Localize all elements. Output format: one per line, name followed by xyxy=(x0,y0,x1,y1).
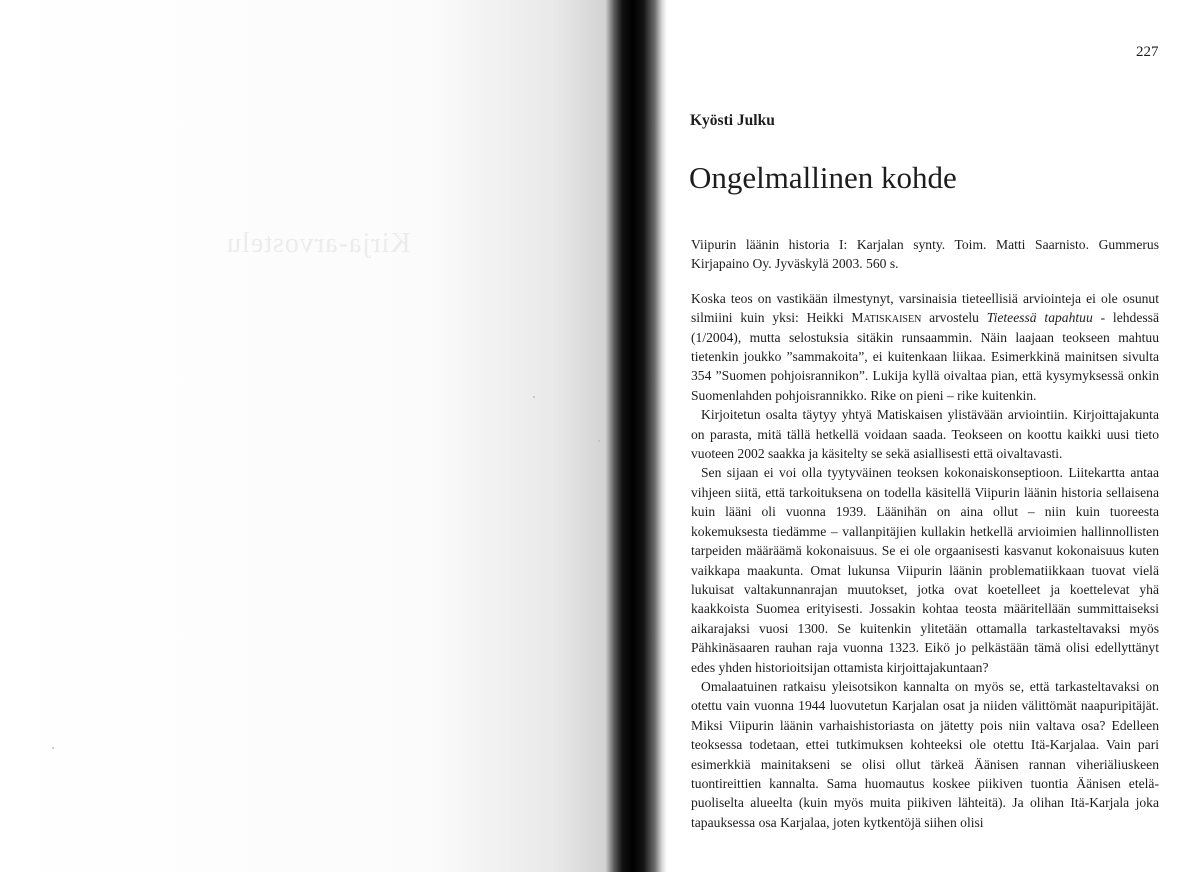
paragraph-1-text-c: - lehdessä (1/2004), mutta selostuksia sitäkin runsaammin. Näin laajaan teokseen mahtuu tietenkin joukko ”sammakoita”, ei kuitenkaan liikaa. Esimerkkinä mainitsen sivulta 354 ”Suomen pohjoisrannikon”. Lukija kyllä oivaltaa pian, että kysymyksessä onkin Suomenlahden pohjoisrannikko. Rike on pieni – rike kuitenkin. xyxy=(691,310,1159,403)
page-number: 227 xyxy=(1136,44,1159,60)
paragraph-4: Omalaatuinen ratkaisu yleisotsikon kannalta on myös se, että tarkasteltavaksi on otettu vain vuonna 1944 luovutetun Karjalan osat ja niiden välittömät naapuripitäjät. Miksi Viipurin läänin varhaishistoriasta on jätetty pois niin valtava osa? Edelleen teoksessa todetaan, ettei tutkimuksen kohteeksi ole otettu Itä-Karjalaa. Vain pari esimerkkiä mainitakseni se olisi ollut tärkeä Äänisen rannan viheriäliuskeen tuontireittien kannalta. Sama huomautus koskee piikiven tuontia Äänisen etelä-puoliselta alueelta (kuin myös muita piikiven lähteitä). Ja olihan Itä-Karjala joka tapauksessa osa Karjalaa, joten kytkentöjä siihen olisi xyxy=(691,678,1159,830)
journal-name: Tieteessä tapahtuu xyxy=(986,310,1093,326)
paragraph-1 xyxy=(691,289,1159,405)
book-spine-shadow xyxy=(605,0,667,872)
article-body xyxy=(691,235,1159,832)
book-citation: Viipurin läänin historia I: Karjalan synty. Toim. Matti Saarnisto. Gummerus Kirjapaino Oy. Jyväskylä 2003. 560 s. xyxy=(691,237,1159,272)
article-author: Kyösti Julku xyxy=(690,112,775,129)
article-title: Ongelmallinen kohde xyxy=(689,160,957,195)
reviewer-name: Matiskaisen xyxy=(851,310,922,326)
paper-speck xyxy=(598,440,600,442)
paragraph-2: Kirjoitetun osalta täytyy yhtyä Matiskaisen ylistävään arviointiin. Kirjoittajakunta on parasta, mitä tällä hetkellä voidaan saada. Teokseen on koottu kaikki uusi tieto vuoteen 2002 saakka ja käsitelty se sekä asiallisesti että oivaltavasti. xyxy=(691,407,1159,462)
paragraph-1-text-b: arvostelu xyxy=(921,310,987,326)
show-through-text: Kirja-arvostelu xyxy=(226,228,411,259)
paragraph-3: Sen sijaan ei voi olla tyytyväinen teoksen kokonaiskonseptioon. Liitekartta antaa vihjeen siitä, että tarkoituksena on todella käsitellä Viipurin läänin historia sellaisena kuin lääni oli vuonna 1939. Läänihän on aina ollut – niin kuin tuoreesta kokemuksesta tiedämme – vallanpitäjien kullakin hetkellä arvioimien hallinnollisten tarpeiden määräämä kokonaisuus. Se ei ole orgaanisesti kasvanut kokonaisuus kuten vaikkapa maakunta. Omat lukunsa Viipurin läänin problematiikkaan tuovat vielä lukuisat valtakunnanrajan muutokset, jotka ovat koetelleet ja koettelevat yhä kaakkoista Suomea erityisesti. Jossakin kohtaa teosta määritellään summittaiseksi aikarajaksi vuosi 1300. Se kuitenkin ylitetään ottamalla tarkasteltavaksi myös Pähkinäsaaren rauhan raja vuonna 1323. Eikö jo pelkästään tämä olisi edellyttänyt edes yhden historioitsijan ottamista kirjoittajakuntaan? xyxy=(691,465,1159,675)
paper-speck xyxy=(52,747,54,749)
paper-speck xyxy=(533,396,535,398)
paragraph-1-text-a: Koska teos on vastikään ilmestynyt, varsinaisia tieteellisiä arviointeja ei ole osunut silmiini kuin yksi: Heikki xyxy=(691,290,1159,326)
